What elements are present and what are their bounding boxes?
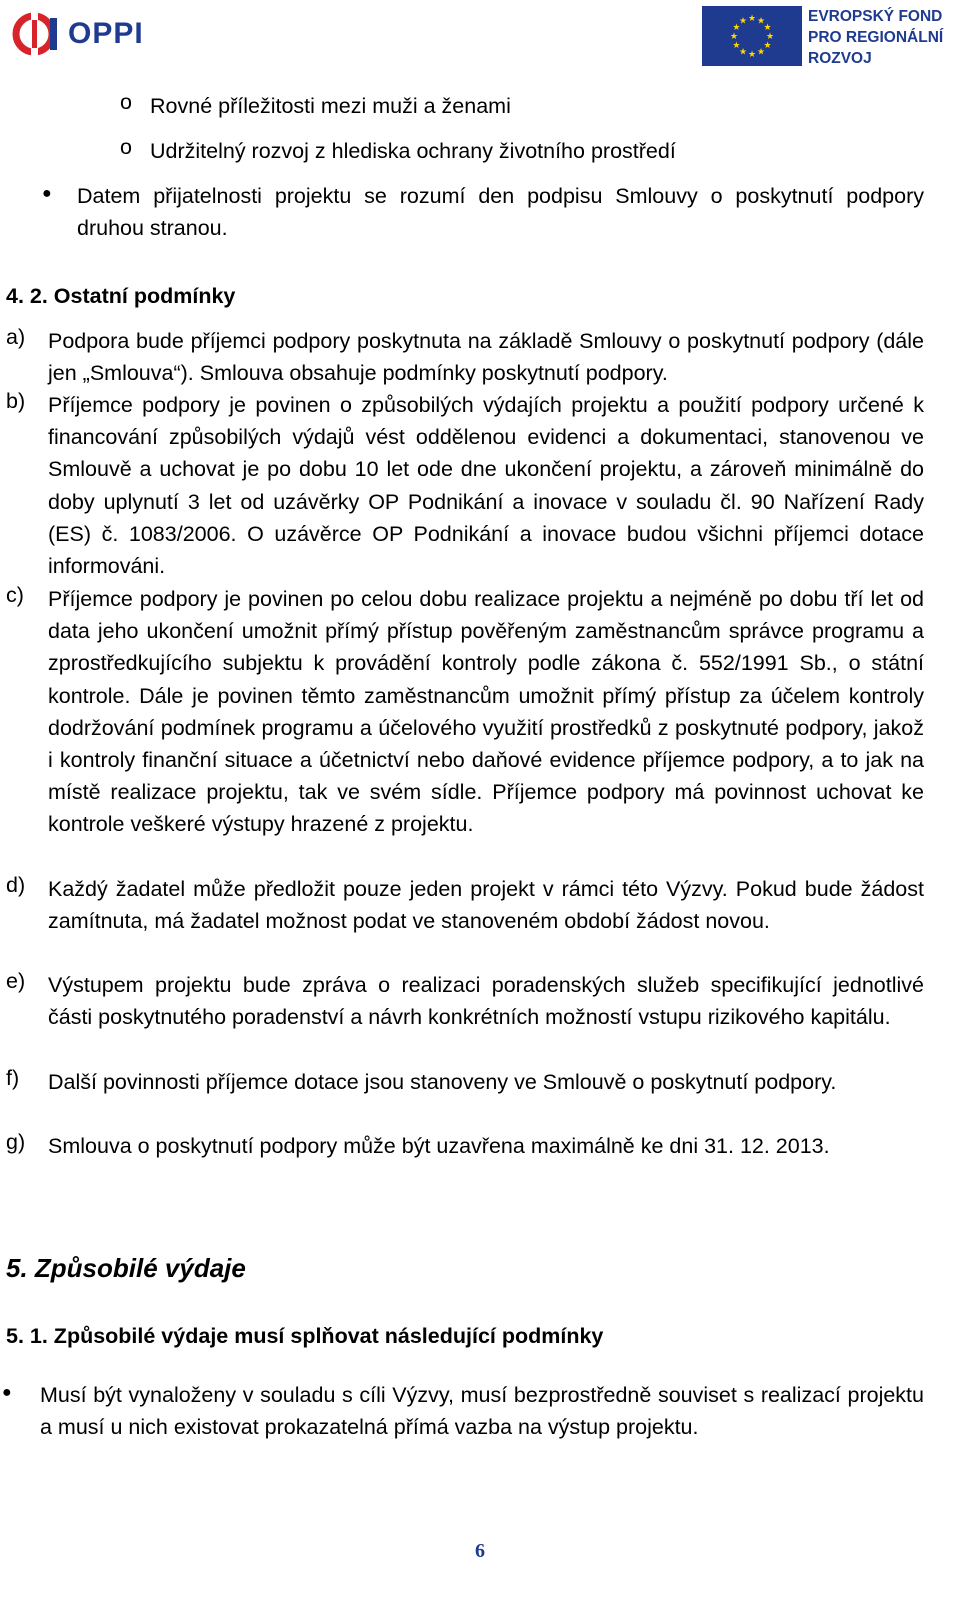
eu-fund-line-2: PRO REGIONÁLNÍ bbox=[808, 29, 944, 46]
page-number: 6 bbox=[475, 1540, 485, 1562]
eu-fund-line-3: ROZVOJ bbox=[808, 50, 872, 67]
item-letter: f) bbox=[6, 1066, 20, 1090]
sub-bullet-marker: o bbox=[120, 90, 132, 114]
item-letter: c) bbox=[6, 583, 24, 607]
page-header bbox=[0, 0, 960, 80]
eu-star-icon: ★ bbox=[763, 22, 772, 32]
item-letter: b) bbox=[6, 389, 26, 413]
item-text: Další povinnosti příjemce dotace jsou stanoveny ve Smlouvě o poskytnutí podpory. bbox=[48, 1070, 837, 1094]
eu-star-icon: ★ bbox=[747, 13, 757, 23]
oppi-logo bbox=[12, 10, 144, 58]
eu-star-icon: ★ bbox=[738, 15, 748, 26]
sub-bullet-item: Rovné příležitosti mezi muži a ženami bbox=[150, 94, 511, 118]
item-letter: e) bbox=[6, 969, 26, 993]
eu-star-icon: ★ bbox=[756, 15, 766, 26]
oppi-logo-text: OPPI bbox=[68, 17, 144, 50]
bullet-marker: ● bbox=[42, 185, 52, 202]
item-text: Podpora bude příjemci podpory poskytnuta na základě Smlouvy o poskytnutí podpory (dále jen „Smlouva“). Smlouva obsahuje podmínky poskytnutí podpory. bbox=[48, 329, 924, 386]
item-text: Každý žadatel může předložit pouze jeden projekt v rámci této Výzvy. Pokud bude žádost zamítnuta, má žadatel možnost podat ve stanoveném období žádost novou. bbox=[48, 877, 924, 934]
section-4-2-heading: 4. 2. Ostatní podmínky bbox=[6, 284, 236, 308]
eu-star-icon: ★ bbox=[763, 40, 772, 50]
oppi-logo-icon bbox=[12, 10, 60, 58]
item-text: Smlouva o poskytnutí podpory může být uzavřena maximálně ke dni 31. 12. 2013. bbox=[48, 1134, 830, 1158]
eu-star-icon: ★ bbox=[732, 22, 741, 32]
sub-bullet-marker: o bbox=[120, 135, 132, 159]
eu-star-icon: ★ bbox=[738, 46, 748, 57]
item-letter: a) bbox=[6, 325, 26, 349]
section-5-1-heading: 5. 1. Způsobilé výdaje musí splňovat následující podmínky bbox=[6, 1324, 604, 1348]
eu-fund-logo bbox=[702, 6, 943, 69]
item-text: Příjemce podpory je povinen po celou dobu realizace projektu a nejméně po dobu tří let od data jeho ukončení umožnit přímý přístup pověřeným zaměstnancům správce programu a zprostředkujícího subjektu k provádění kontroly podle zákona č. 552/1991 Sb., o státní kontrole. Dále je povinen těmto zaměstnancům umožnit přímý přístup za účelem kontroly dodržování podmínek programu a účelového využití prostředků z poskytnuté podpory, jakož i kontroly finanční situace a účetnictví nebo daňové evidence příjemce podpory, a to jak na místě realizace projektu, tak ve svém sídle. Příjemce podpory má povinnost uchovat ke kontrole veškeré výstupy hrazené z projektu. bbox=[48, 587, 924, 837]
eu-star-icon: ★ bbox=[732, 40, 741, 50]
eu-fund-line-1: EVROPSKÝ FOND bbox=[808, 8, 943, 25]
eu-star-icon: ★ bbox=[756, 46, 766, 57]
item-letter: g) bbox=[6, 1130, 26, 1154]
bullet-text: Musí být vynaloženy v souladu s cíli Výzvy, musí bezprostředně souviset s realizací projektu a musí u nich existovat prokazatelná přímá vazba na výstup projektu. bbox=[40, 1383, 924, 1440]
item-text: Příjemce podpory je povinen o způsobilých výdajích projektu a použití podpory určené k financování způsobilých výdajů vést oddělenou evidenci a dokumentaci, stanovenou ve Smlouvě a uchovat je po dobu 10 let ode dne ukončení projektu, a zároveň minimálně do doby uplynutí 3 let od uzávěrky OP Podnikání a inovace v souladu čl. 90 Nařízení Rady (ES) č. 1083/2006. O uzávěrce OP Podnikání a inovace budou všichni příjemci dotace informováni. bbox=[48, 393, 924, 579]
eu-flag-icon bbox=[702, 6, 802, 66]
eu-star-icon: ★ bbox=[729, 31, 739, 41]
sub-bullet-item: Udržitelný rozvoj z hlediska ochrany životního prostředí bbox=[150, 139, 676, 163]
item-letter: d) bbox=[6, 873, 26, 897]
eu-fund-text bbox=[808, 6, 943, 69]
bullet-marker: ● bbox=[2, 1384, 12, 1401]
eu-star-icon: ★ bbox=[747, 49, 757, 59]
section-5-heading: 5. Způsobilé výdaje bbox=[6, 1253, 246, 1283]
bullet-text: Datem přijatelnosti projektu se rozumí den podpisu Smlouvy o poskytnutí podpory druhou stranou. bbox=[77, 184, 924, 241]
item-text: Výstupem projektu bude zpráva o realizaci poradenských služeb specifikující jednotlivé části poskytnutého poradenství a návrh konkrétních možností vstupu rizikového kapitálu. bbox=[48, 973, 924, 1030]
eu-star-icon: ★ bbox=[765, 31, 775, 41]
